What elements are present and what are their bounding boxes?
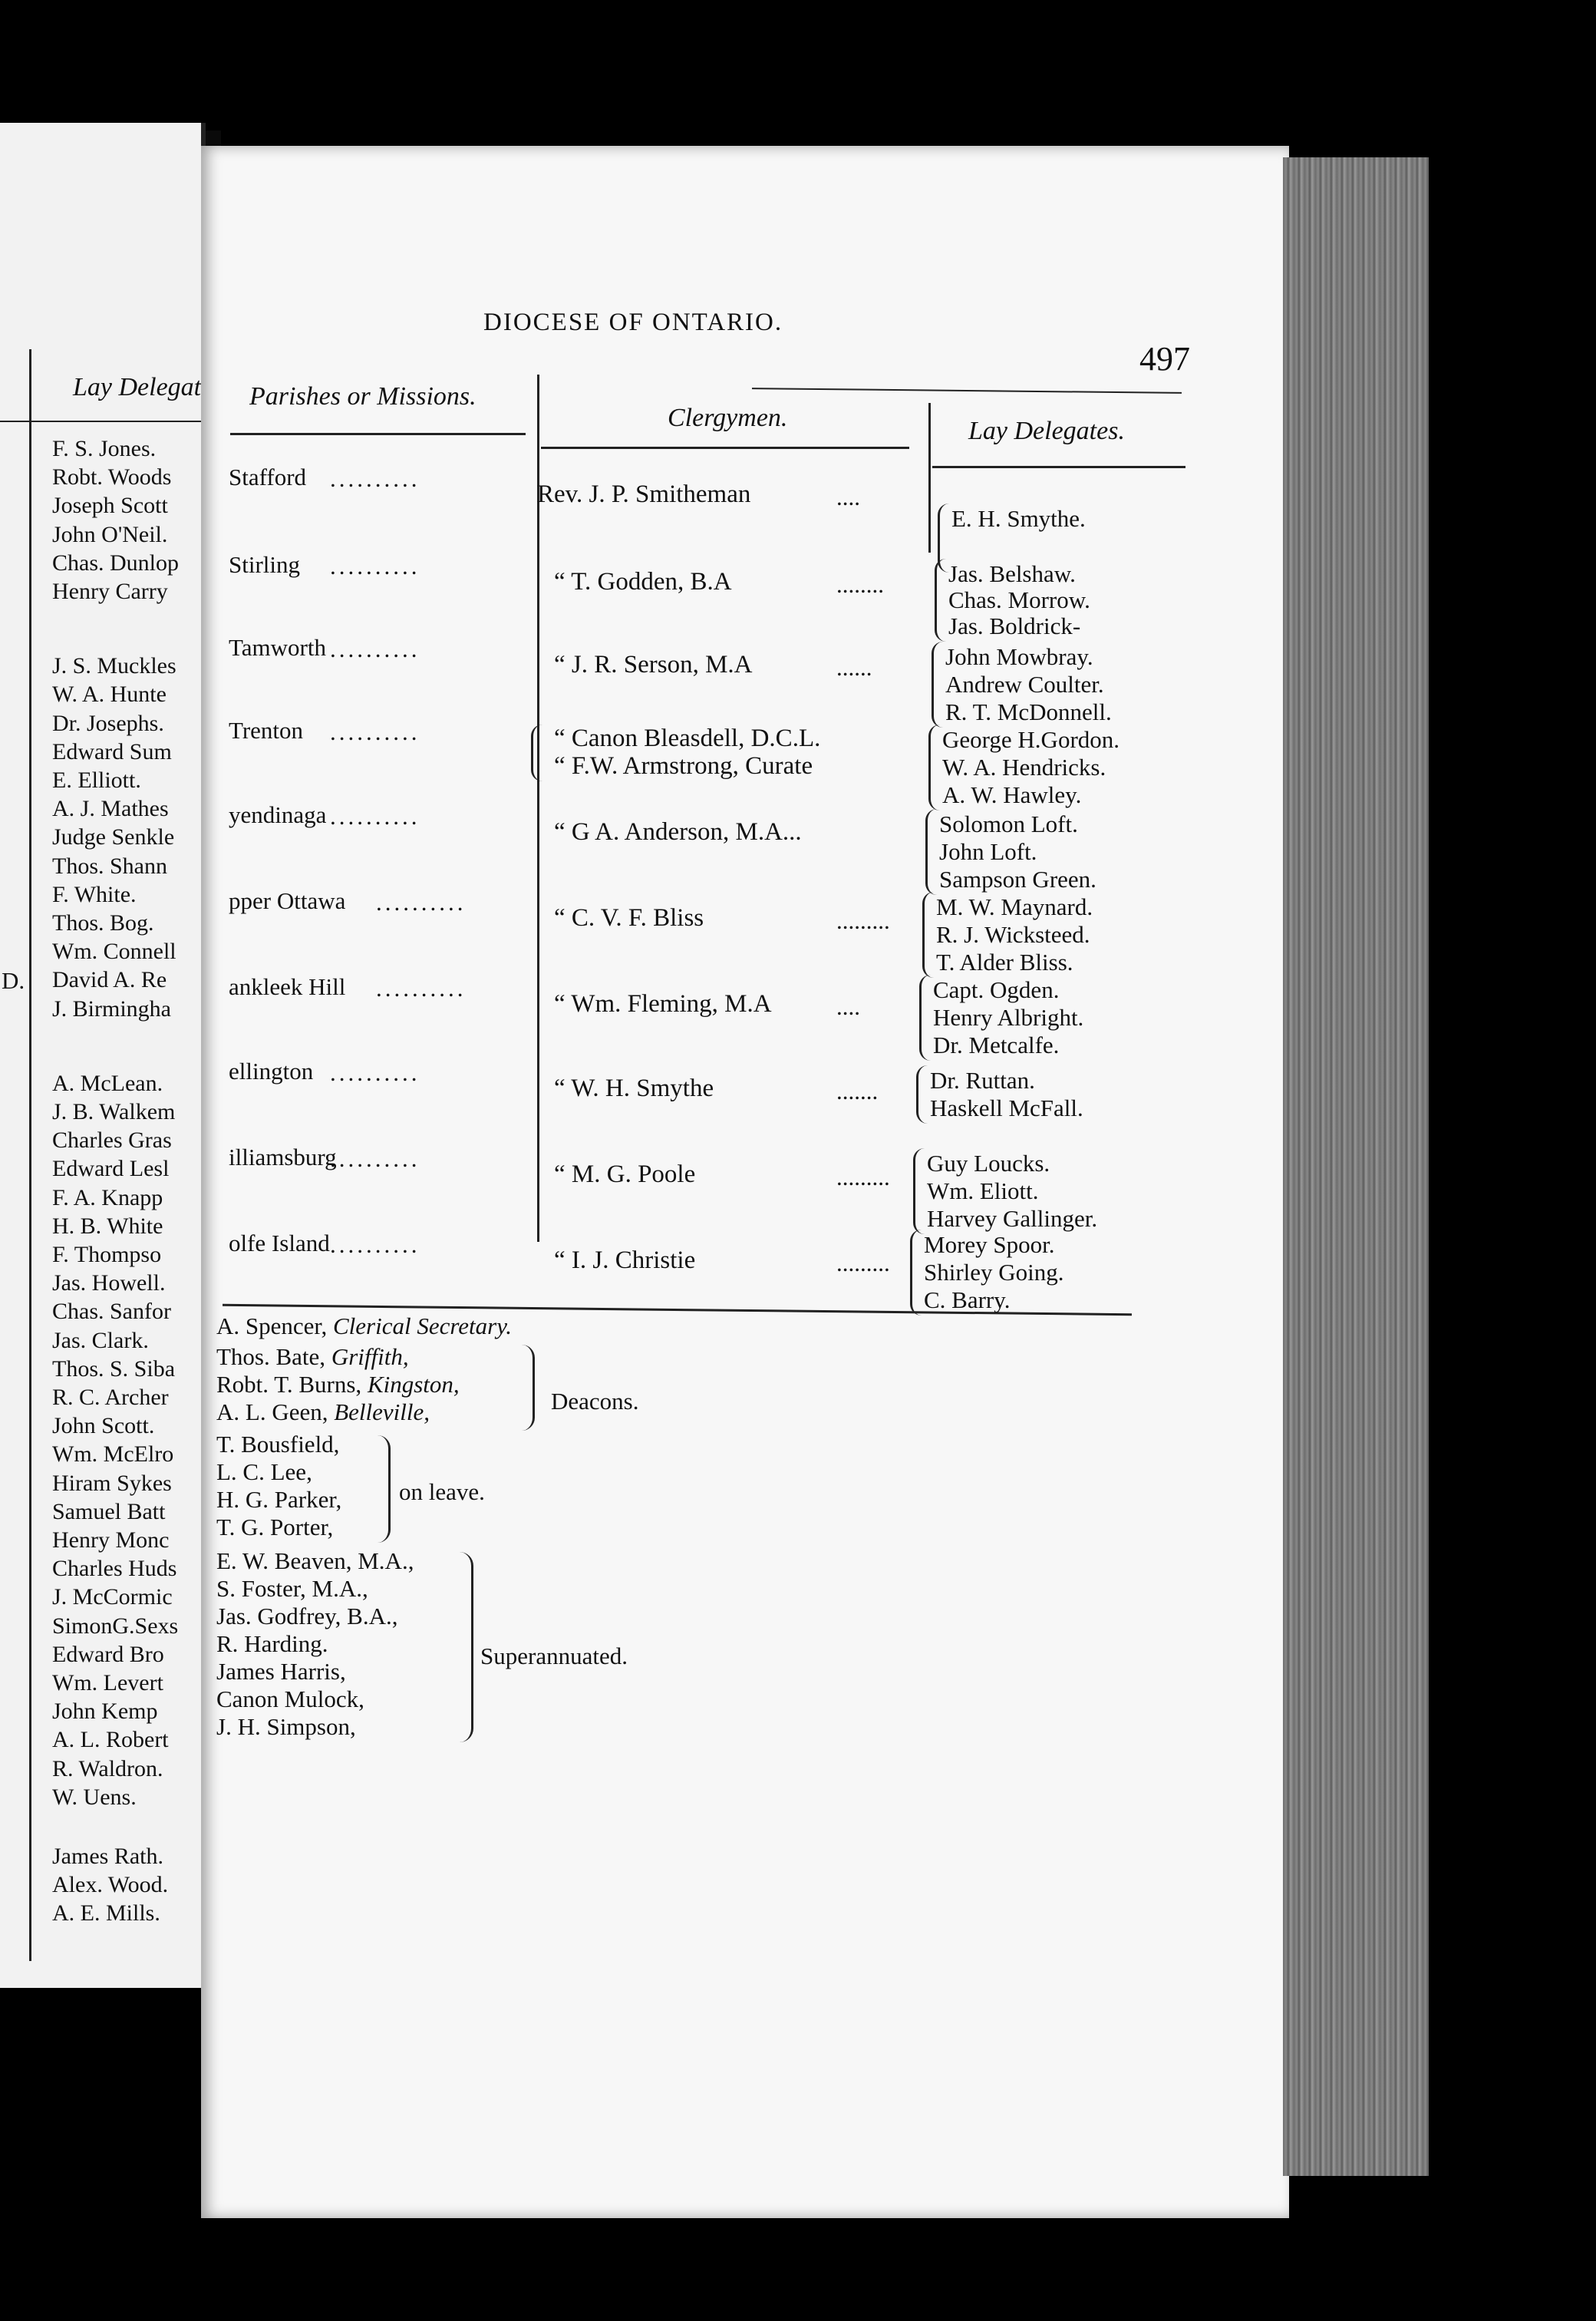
lay-delegate-name: A. W. Hawley. xyxy=(942,781,1082,808)
lay-delegate-name: C. Barry. xyxy=(924,1286,1011,1313)
lay-delegate-name: Dr. Ruttan. xyxy=(930,1067,1035,1094)
superannuated-entry: Jas. Godfrey, B.A., xyxy=(216,1603,398,1629)
lay-delegate-name: Andrew Coulter. xyxy=(945,671,1104,698)
header-clergymen: Clergymen. xyxy=(668,404,788,432)
superannuated-entry: R. Harding. xyxy=(216,1630,328,1657)
clergyman-leader-dots: .... xyxy=(836,993,860,1020)
parish-name: olfe Island xyxy=(229,1230,330,1256)
left-lay-delegate: Jas. Howell. xyxy=(52,1270,166,1296)
parish-name: Stirling xyxy=(229,551,301,578)
left-lay-delegate: A. L. Robert xyxy=(52,1727,169,1752)
deacon-place: Belleville, xyxy=(334,1398,430,1425)
deacon-place: Griffith, xyxy=(331,1343,409,1370)
lay-delegate-name: Henry Albright. xyxy=(933,1004,1084,1031)
deacon-entry xyxy=(216,1372,460,1396)
deacon-entry xyxy=(216,1345,409,1368)
left-lay-delegate: W. A. Hunte xyxy=(52,682,167,707)
lay-delegates-brace xyxy=(935,559,946,642)
lay-delegate-name: R. J. Wicksteed. xyxy=(936,921,1090,948)
left-lay-delegate: A. J. Mathes xyxy=(52,796,169,821)
header-lay-delegates: Lay Delegates. xyxy=(968,417,1125,445)
left-lay-delegate: A. E. Mills. xyxy=(52,1900,160,1926)
clergy-brace xyxy=(531,725,542,781)
left-lay-delegate: Thos. Shann xyxy=(52,853,167,879)
left-lay-delegate: Edward Lesl xyxy=(52,1156,170,1181)
header-parishes: Parishes or Missions. xyxy=(249,382,476,411)
deacons-label: Deacons. xyxy=(551,1388,639,1415)
parish-name: ankleek Hill xyxy=(229,973,346,1000)
parish-leader-dots: .......... xyxy=(330,636,420,662)
clergyman-name: “ Wm. Fleming, M.A xyxy=(554,990,772,1018)
lay-delegate-name: Haskell McFall. xyxy=(930,1094,1083,1121)
deacons-brace xyxy=(522,1345,535,1431)
superannuated-entry: Canon Mulock, xyxy=(216,1685,364,1712)
lay-delegate-name: Jas. Belshaw. xyxy=(948,560,1076,587)
superannuated-entry: James Harris, xyxy=(216,1658,346,1685)
left-lay-delegate: F. A. Knapp xyxy=(52,1185,163,1210)
secretary-name: A. Spencer, xyxy=(216,1312,328,1339)
left-lay-delegate: Jas. Clark. xyxy=(52,1328,149,1353)
header-rule-parishes xyxy=(230,433,526,435)
clergyman-leader-dots: ......... xyxy=(836,1164,890,1190)
parish-name: yendinaga xyxy=(229,801,327,828)
lay-delegates-brace xyxy=(916,1065,928,1124)
clergyman-leader-dots: ........ xyxy=(836,571,884,598)
left-lay-delegate: E. Elliott. xyxy=(52,768,141,793)
parish-name: Tamworth xyxy=(229,634,326,661)
lay-delegate-name: Solomon Loft. xyxy=(939,811,1078,837)
clergyman-name: “ T. Godden, B.A xyxy=(554,568,732,596)
secretary-line xyxy=(216,1314,512,1338)
left-lay-delegate: F. Thompso xyxy=(52,1242,162,1267)
lay-delegate-name: T. Alder Bliss. xyxy=(936,949,1073,976)
clergyman-leader-dots: ...... xyxy=(836,654,872,681)
lay-delegates-brace xyxy=(922,892,934,978)
lay-delegate-name: Chas. Morrow. xyxy=(948,586,1090,613)
left-lay-delegate: Edward Sum xyxy=(52,739,172,764)
superannuated-entry: E. W. Beaven, M.A., xyxy=(216,1547,414,1574)
lay-delegates-brace xyxy=(913,1148,925,1234)
page-number: 497 xyxy=(1139,340,1190,378)
left-lay-delegate: Judge Senkle xyxy=(52,824,175,850)
left-lay-delegate: Chas. Sanfor xyxy=(52,1299,171,1324)
lay-delegate-name: Shirley Going. xyxy=(924,1259,1064,1286)
left-lay-delegate: J. B. Walkem xyxy=(52,1099,176,1124)
page-edges xyxy=(1283,157,1429,2176)
on-leave-brace xyxy=(378,1435,391,1543)
parish-leader-dots: .......... xyxy=(330,553,420,579)
deacon-place: Kingston, xyxy=(367,1371,460,1398)
clergyman-name: “ C. V. F. Bliss xyxy=(554,904,704,932)
column-rule-2 xyxy=(928,403,931,553)
left-lay-delegate: John Scott. xyxy=(52,1413,155,1438)
lay-delegate-name: Dr. Metcalfe. xyxy=(933,1032,1060,1058)
parish-leader-dots: .......... xyxy=(330,1059,420,1086)
header-rule-clergy xyxy=(541,447,909,449)
left-lay-delegate: John O'Neil. xyxy=(52,522,168,547)
lay-delegate-name: Jas. Boldrick- xyxy=(948,612,1081,639)
left-lay-delegate: Samuel Batt xyxy=(52,1499,166,1524)
lay-delegates-brace xyxy=(919,975,931,1061)
lay-delegate-name: Capt. Ogden. xyxy=(933,976,1060,1003)
clergyman-name: “ Canon Bleasdell, D.C.L. xyxy=(554,725,821,752)
lay-delegate-name: John Mowbray. xyxy=(945,643,1093,670)
lay-delegate-name: Morey Spoor. xyxy=(924,1231,1055,1258)
left-column-rule xyxy=(29,349,31,1961)
parish-name: ellington xyxy=(229,1058,314,1085)
superannuated-label: Superannuated. xyxy=(480,1643,628,1669)
left-lay-delegate: Hiram Sykes xyxy=(52,1471,172,1496)
left-lay-delegate: Wm. Connell xyxy=(52,939,176,964)
secretary-title: Clerical Secretary. xyxy=(333,1312,513,1339)
left-lay-delegate: Charles Gras xyxy=(52,1127,172,1153)
parish-name: illiamsburg xyxy=(229,1144,337,1170)
deacon-entry xyxy=(216,1400,430,1424)
left-lay-delegate: J. McCormic xyxy=(52,1584,173,1610)
lay-delegates-brace xyxy=(910,1230,922,1316)
on-leave-entry: L. C. Lee, xyxy=(216,1458,312,1485)
left-lay-delegate: Charles Huds xyxy=(52,1556,177,1581)
deacon-name: Thos. Bate, xyxy=(216,1343,326,1370)
clergyman-name-2: “ F.W. Armstrong, Curate xyxy=(554,752,813,780)
deacon-name: A. L. Geen, xyxy=(216,1398,328,1425)
parish-leader-dots: .......... xyxy=(330,1145,420,1172)
clergyman-leader-dots: ......... xyxy=(836,1250,890,1276)
parish-leader-dots: .......... xyxy=(330,1231,420,1258)
left-lay-delegate: David A. Re xyxy=(52,967,167,992)
left-lay-delegate: Thos. Bog. xyxy=(52,910,154,936)
left-lay-delegate: Edward Bro xyxy=(52,1642,164,1667)
superannuated-brace xyxy=(454,1552,473,1742)
main-page xyxy=(201,146,1289,2218)
parish-leader-dots: .......... xyxy=(330,465,420,492)
left-lay-delegate: Henry Carry xyxy=(52,579,168,604)
on-leave-entry: H. G. Parker, xyxy=(216,1486,342,1513)
lay-delegate-name: John Loft. xyxy=(939,838,1037,865)
left-lay-delegate: John Kemp xyxy=(52,1699,158,1724)
left-lay-delegate: Henry Monc xyxy=(52,1527,170,1553)
deacon-name: Robt. T. Burns, xyxy=(216,1371,362,1398)
left-lay-delegate: F. White. xyxy=(52,882,137,907)
lay-delegate-name: M. W. Maynard. xyxy=(936,893,1093,920)
lay-delegate-name: E. H. Smythe. xyxy=(951,505,1086,532)
lay-delegate-name: Sampson Green. xyxy=(939,866,1096,893)
clergyman-leader-dots: .... xyxy=(836,484,860,510)
left-lay-delegate: Thos. S. Siba xyxy=(52,1356,176,1382)
lay-delegate-name: W. A. Hendricks. xyxy=(942,754,1106,781)
left-lay-delegate: W. Uens. xyxy=(52,1784,137,1810)
left-lay-delegate: H. B. White xyxy=(52,1213,163,1239)
lay-delegate-name: Guy Loucks. xyxy=(927,1150,1050,1177)
left-lay-delegate: SimonG.Sexs xyxy=(52,1613,179,1639)
clergyman-name: “ I. J. Christie xyxy=(554,1246,696,1274)
clergyman-name: “ G A. Anderson, M.A... xyxy=(554,818,802,846)
parish-leader-dots: .......... xyxy=(330,803,420,830)
left-lay-delegate: R. Waldron. xyxy=(52,1756,163,1781)
clergyman-name: Rev. J. P. Smitheman xyxy=(537,480,751,508)
parish-leader-dots: .......... xyxy=(376,975,467,1002)
left-lay-delegate: A. McLean. xyxy=(52,1071,163,1096)
on-leave-label: on leave. xyxy=(399,1478,485,1505)
left-lay-delegate: Joseph Scott xyxy=(52,493,168,518)
left-lay-delegate: Dr. Josephs. xyxy=(52,711,164,736)
on-leave-entry: T. Bousfield, xyxy=(216,1431,340,1458)
parish-leader-dots: .......... xyxy=(330,718,420,745)
lay-delegate-name: R. T. McDonnell. xyxy=(945,698,1112,725)
left-lay-delegate: Robt. Woods xyxy=(52,464,172,490)
left-lay-delegate: James Rath. xyxy=(52,1844,163,1869)
left-page-header: Lay Delegat xyxy=(73,373,202,401)
superannuated-entry: S. Foster, M.A., xyxy=(216,1575,368,1602)
superannuated-entry: J. H. Simpson, xyxy=(216,1713,356,1740)
lay-delegates-brace xyxy=(928,725,940,811)
header-rule-lay xyxy=(932,466,1185,468)
left-lay-delegate: Wm. McElro xyxy=(52,1441,174,1467)
clergyman-leader-dots: ....... xyxy=(836,1078,879,1104)
parish-leader-dots: .......... xyxy=(376,889,467,916)
lay-delegate-name: Harvey Gallinger. xyxy=(927,1205,1098,1232)
clergyman-name: “ W. H. Smythe xyxy=(554,1075,714,1102)
clergyman-leader-dots: ......... xyxy=(836,907,890,934)
clergyman-name: “ J. R. Serson, M.A xyxy=(554,651,753,678)
lay-delegates-brace xyxy=(932,642,943,728)
parish-name: pper Ottawa xyxy=(229,887,346,914)
on-leave-entry: T. G. Porter, xyxy=(216,1514,334,1540)
left-lay-delegate: J. S. Muckles xyxy=(52,653,176,678)
lay-delegates-brace xyxy=(925,809,937,895)
left-lay-delegate: Chas. Dunlop xyxy=(52,550,179,576)
left-lay-delegate: F. S. Jones. xyxy=(52,436,157,461)
left-lay-delegate: Wm. Levert xyxy=(52,1670,163,1695)
parish-name: Trenton xyxy=(229,717,304,744)
left-margin-mark: D. xyxy=(2,967,25,994)
lay-delegate-name: George H.Gordon. xyxy=(942,726,1120,753)
parish-name: Stafford xyxy=(229,464,307,490)
left-lay-delegate: J. Birmingha xyxy=(52,996,171,1022)
left-lay-delegate: Alex. Wood. xyxy=(52,1872,169,1897)
clergyman-name: “ M. G. Poole xyxy=(554,1160,696,1188)
left-lay-delegate: R. C. Archer xyxy=(52,1385,169,1410)
running-head: DIOCESE OF ONTARIO. xyxy=(483,309,783,336)
left-header-rule xyxy=(0,421,201,422)
lay-delegate-name: Wm. Eliott. xyxy=(927,1177,1039,1204)
